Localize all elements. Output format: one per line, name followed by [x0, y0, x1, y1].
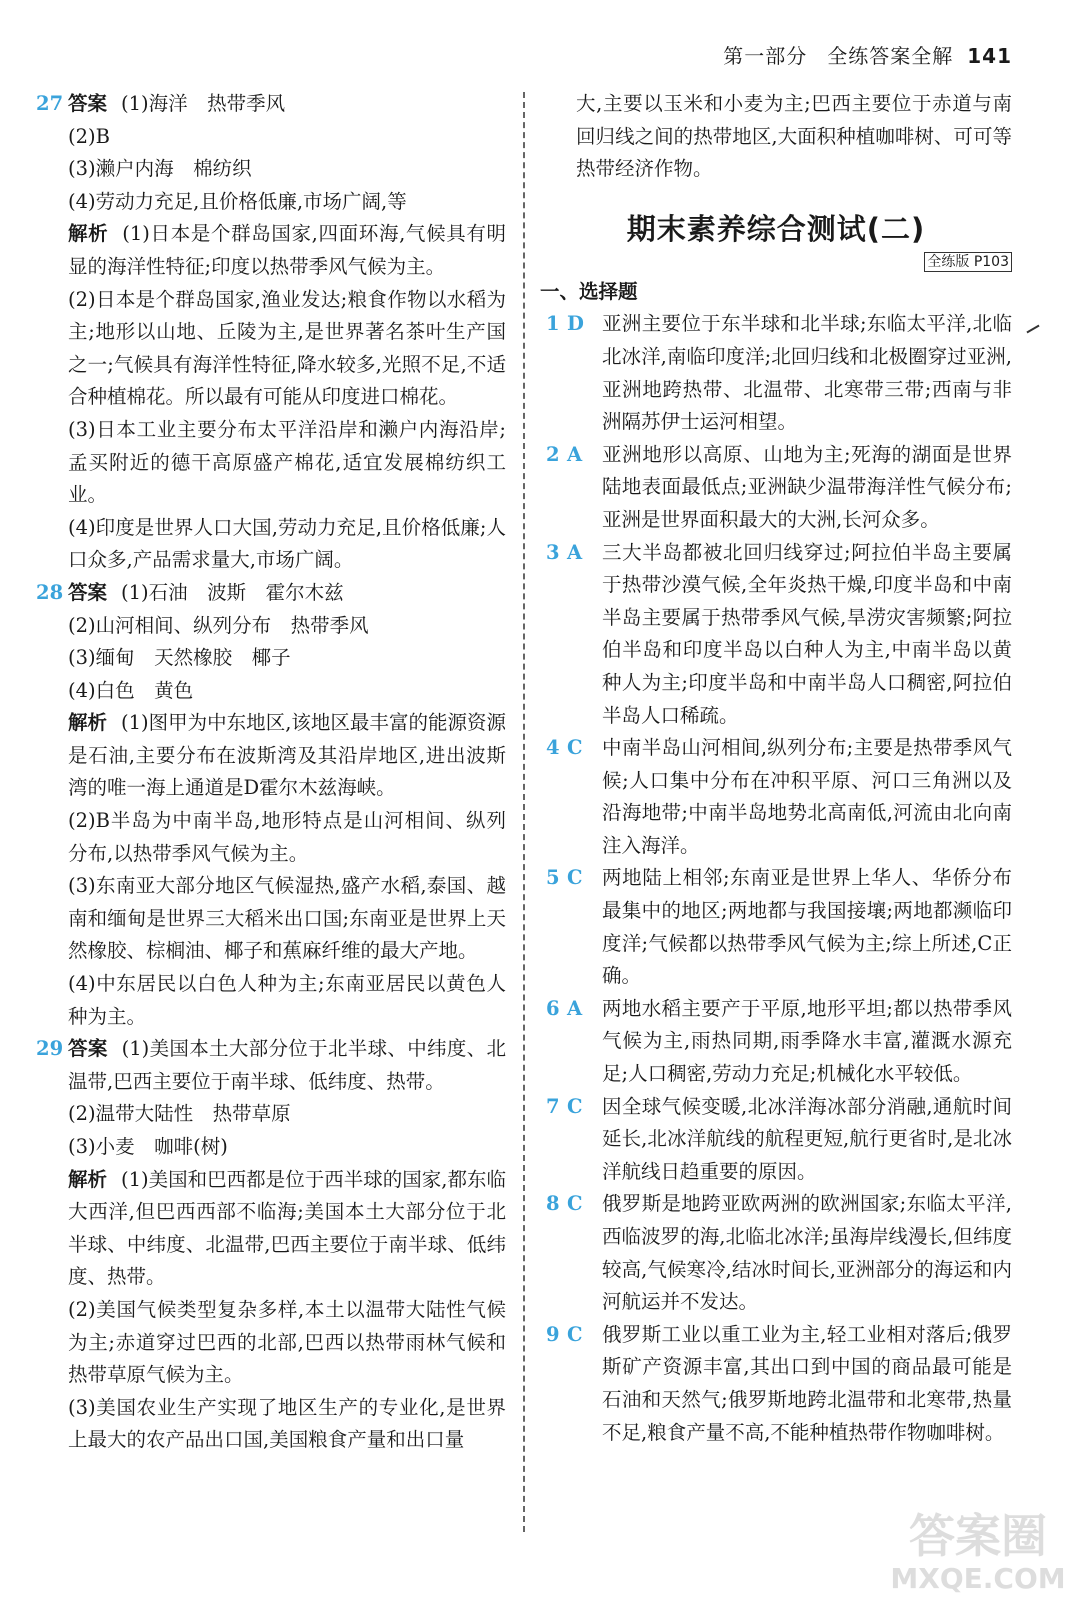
answer-line: (3)缅甸 天然橡胶 椰子	[68, 646, 291, 670]
analysis-paragraph: 解析 (1)美国和巴西都是位于西半球的国家,都东临大西洋,但巴西西部不临海;美国本土大部分位于北半球、中纬度、北温带,巴西主要位于南半球、低纬度、热带。	[68, 1167, 506, 1289]
answer-line: (3)小麦 咖啡(树)	[68, 1135, 228, 1158]
choice-item-4	[540, 732, 1012, 862]
item-answer: A	[567, 442, 583, 466]
analysis-paragraph: (4)印度是世界人口大国,劳动力充足,且价格低廉;人口众多,产品需求量大,市场广阔。	[68, 515, 506, 572]
item-number: 3	[546, 540, 560, 564]
answer-line: (1)美国本土大部分位于北半球、中纬度、北温带,巴西主要位于南半球、低纬度、热带。	[68, 1037, 506, 1093]
watermark-url: MXQE.COM	[890, 1562, 1066, 1595]
choice-item-9	[540, 1319, 1012, 1449]
analysis-paragraph: (3)日本工业主要分布太平洋沿岸和濑户内海沿岸;孟买附近的德干高原盛产棉花,适宜发展棉纺织工业。	[68, 417, 506, 507]
analysis-paragraph: 解析 (1)图甲为中东地区,该地区最丰富的能源资源是石油,主要分布在波斯湾及其沿岸地区,进出波斯湾的唯一海上通道是D霍尔木兹海峡。	[68, 711, 506, 800]
watermark-logo	[878, 1500, 1078, 1596]
left-column	[36, 88, 506, 1457]
answer-line: (2)温带大陆性 热带草原	[68, 1102, 291, 1126]
item-answer: A	[567, 996, 583, 1020]
analysis-paragraph: (2)日本是个群岛国家,渔业发达;粮食作物以水稻为主;地形以山地、丘陵为主,是世界著名茶叶生产国之一;气候具有海洋性特征,降水较多,光照不足,不适合种植棉花。所以最有可能从印度进口棉花。	[68, 287, 506, 409]
answer-line: (4)白色 黄色	[68, 678, 194, 702]
item-answer: C	[567, 1322, 583, 1346]
item-explanation: 两地陆上相邻;东南亚是世界上华人、华侨分布最集中的地区;两地都与我国接壤;两地都濒临印度洋;气候都以热带季风气候为主;综上所述,C正确。	[602, 866, 1012, 988]
question-29	[36, 1033, 506, 1098]
item-explanation: 俄罗斯工业以重工业为主,轻工业相对落后;俄罗斯矿产资源丰富,其出口到中国的商品最可能是石油和天然气;俄罗斯地跨北温带和北寒带,热量不足,粮食产量不高,不能种植热带作物咖啡树。	[602, 1322, 1012, 1444]
header-title: 全练答案全解	[827, 44, 954, 68]
analysis-paragraph: (3)东南亚大部分地区气候湿热,盛产水稻,泰国、越南和缅甸是世界三大稻米出口国;东南亚是世界上天然橡胶、棕榈油、椰子和蕉麻纤维的最大产地。	[68, 874, 506, 963]
analysis-paragraph: (4)中东居民以白色人种为主;东南亚居民以黄色人种为主。	[68, 972, 506, 1028]
page-number: 141	[967, 44, 1012, 68]
item-explanation: 亚洲地形以高原、山地为主;死海的湖面是世界陆地表面最低点;亚洲缺少温带海洋性气候分布;亚洲是世界面积最大的大洲,长河众多。	[602, 442, 1012, 531]
item-number: 2	[546, 442, 560, 466]
subsection-heading: 一、选择题	[540, 279, 638, 303]
item-number: 4	[546, 736, 560, 760]
right-column	[540, 88, 1012, 1449]
continuation-paragraph: 大,主要以玉米和小麦为主;巴西主要位于赤道与南回归线之间的热带地区,大面积种植咖啡树、可可等热带经济作物。	[576, 92, 1012, 181]
answer-line: (2)山河相间、纵列分布 热带季风	[68, 613, 369, 637]
answer-line: (4)劳动力充足,且价格低廉,市场广阔,等	[68, 189, 407, 213]
analysis-paragraph: (3)美国农业生产实现了地区生产的专业化,是世界上最大的农产品出口国,美国粮食产量和出口量	[68, 1395, 506, 1452]
page-header	[723, 40, 1012, 69]
item-number: 7	[546, 1094, 560, 1118]
item-number: 6	[546, 996, 560, 1020]
answer-tag: 答案	[68, 92, 108, 115]
item-explanation: 因全球气候变暖,北冰洋海冰部分消融,通航时间延长,北冰洋航线的航程更短,航行更省时,是北冰洋航线日趋重要的原因。	[602, 1094, 1012, 1183]
choice-item-7	[540, 1091, 1012, 1189]
analysis-tag: 解析	[68, 222, 109, 246]
item-number: 1	[546, 312, 560, 336]
item-answer: C	[567, 1192, 583, 1216]
choice-item-6	[540, 993, 1012, 1091]
analysis-paragraph: (2)美国气候类型复杂多样,本土以温带大陆性气候为主;赤道穿过巴西的北部,巴西以热带雨林气候和热带草原气候为主。	[68, 1297, 506, 1387]
question-27	[36, 88, 506, 121]
analysis-paragraph: (2)B半岛为中南半岛,地形特点是山河相间、纵列分布,以热带季风气候为主。	[68, 809, 506, 865]
choice-item-8	[540, 1188, 1012, 1318]
answer-line: (1)石油 波斯 霍尔木兹	[121, 580, 344, 604]
item-number: 9	[546, 1322, 560, 1346]
item-explanation: 三大半岛都被北回归线穿过;阿拉伯半岛主要属于热带沙漠气候,全年炎热干燥,印度半岛和中南半岛主要属于热带季风气候,旱涝灾害频繁;阿拉伯半岛和印度半岛以白种人为主,中南半岛以黄种人为主;印度半岛和中南半岛人口稠密,阿拉伯半岛人口稀疏。	[602, 540, 1012, 727]
pencil-mark-icon	[1026, 325, 1039, 334]
answer-tag: 答案	[68, 580, 108, 604]
choice-item-1	[540, 308, 1012, 438]
analysis-tag: 解析	[68, 711, 108, 735]
item-answer: C	[567, 736, 583, 760]
column-divider	[523, 92, 525, 1532]
item-explanation: 亚洲主要位于东半球和北半球;东临太平洋,北临北冰洋,南临印度洋;北回归线和北极圈穿过亚洲,亚洲地跨热带、北温带、北寒带三带;西南与非洲隔苏伊士运河相望。	[602, 312, 1012, 434]
analysis-tag: 解析	[68, 1167, 108, 1191]
answer-tag: 答案	[68, 1037, 108, 1061]
item-answer: C	[567, 866, 583, 890]
question-number: 28	[36, 580, 64, 604]
answer-line: (1)海洋 热带季风	[121, 92, 286, 115]
item-explanation: 中南半岛山河相间,纵列分布;主要是热带季风气候;人口集中分布在冲积平原、河口三角洲以及沿海地带;中南半岛地势北高南低,河流由北向南注入海洋。	[602, 736, 1012, 857]
choice-item-3	[540, 537, 1012, 733]
section-title: 期末素养综合测试(二)	[626, 211, 926, 246]
choice-item-2	[540, 439, 1012, 537]
question-number: 27	[36, 92, 64, 115]
analysis-paragraph: 解析 (1)日本是个群岛国家,四面环海,气候具有明显的海洋性特征;印度以热带季风气候为主。	[68, 222, 506, 278]
question-28	[36, 577, 506, 610]
item-number: 5	[546, 866, 560, 890]
item-explanation: 两地水稻主要产于平原,地形平坦;都以热带季风气候为主,雨热同期,雨季降水丰富,灌溉水源充足;人口稠密,劳动力充足;机械化水平较低。	[602, 996, 1012, 1086]
item-answer: A	[567, 540, 583, 564]
watermark-text: 答案圈	[909, 1509, 1047, 1563]
answer-line: (2)B	[68, 124, 110, 148]
item-answer: D	[567, 312, 584, 336]
item-number: 8	[546, 1192, 560, 1216]
answer-line: (3)濑户内海 棉纺织	[68, 157, 252, 181]
question-number: 29	[36, 1037, 64, 1061]
choice-item-5	[540, 862, 1012, 992]
item-answer: C	[567, 1094, 583, 1118]
reference-box: 全练版 P103	[924, 252, 1012, 272]
item-explanation: 俄罗斯是地跨亚欧两洲的欧洲国家;东临太平洋,西临波罗的海,北临北冰洋;虽海岸线漫长,但纬度较高,气候寒冷,结冰时间长,亚洲部分的海运和内河航运并不发达。	[602, 1192, 1012, 1314]
header-part: 第一部分	[723, 44, 808, 68]
